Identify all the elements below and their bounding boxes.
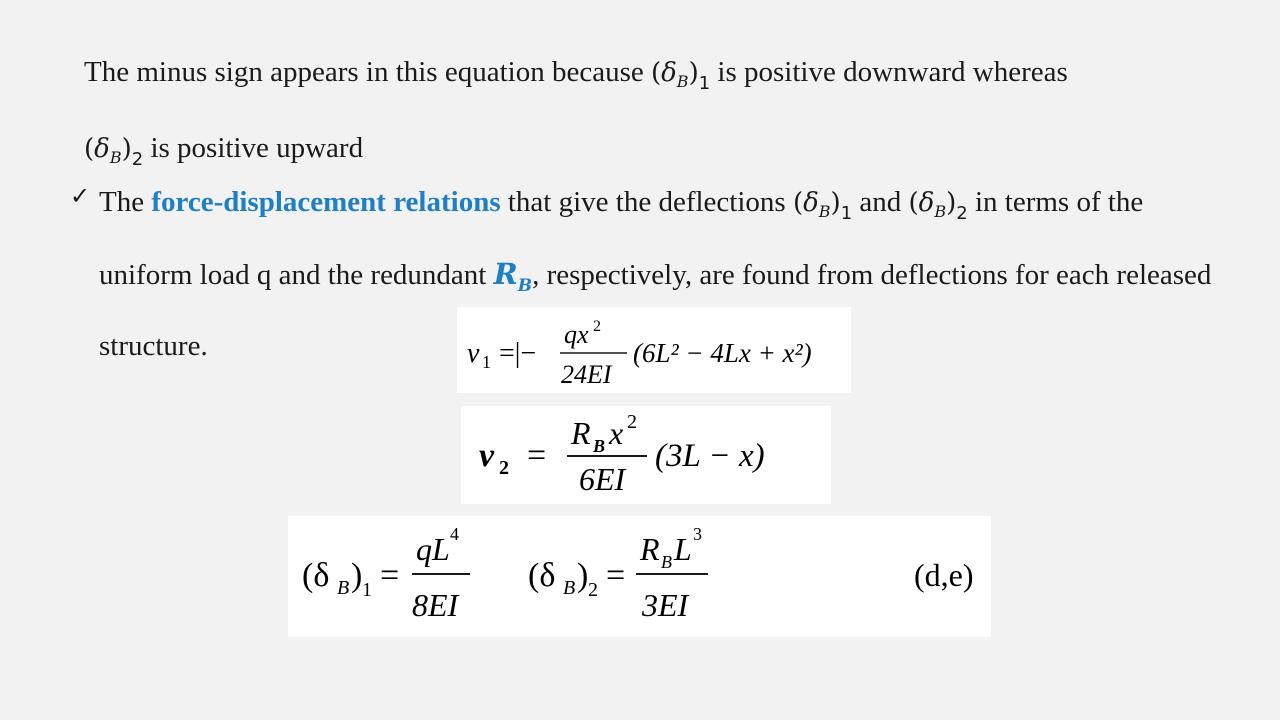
eq1-lhs: v — [467, 338, 480, 369]
eq3b-numerator: R — [640, 531, 660, 567]
math-delta-b-2: $(\delta_B)_2$ — [908, 188, 968, 224]
eq3a-index: 1 — [362, 579, 372, 601]
eq3b-num-sup: 3 — [693, 524, 702, 544]
redundant-rb: $R_B$ — [493, 257, 533, 296]
eq2-numerator: R — [571, 415, 591, 451]
eq3b-delta: (δ — [528, 557, 556, 594]
eq1-lhs-sub: 1 — [482, 352, 491, 372]
bullet-text: The force-displacement relations that give the deflections $(\delta_B)_1$ and $(\delta_B)_2$ in terms of the uniform load q and the redundant $R_B$, respectively, are found from deflections for each released structure. — [99, 186, 1212, 362]
checkmark-icon: ✓ — [70, 182, 91, 210]
eq2-denominator: 6EI — [579, 461, 626, 497]
eq2-equals: = — [527, 437, 547, 474]
equation-v1 — [457, 307, 851, 393]
eq2-num-sub: B — [593, 436, 606, 456]
math-delta-b-1: $(\delta_B)_1$ — [650, 58, 711, 94]
eq1-rhs: (6L² − 4Lx + x²) — [633, 338, 812, 368]
paragraph-minus-sign — [84, 40, 1234, 192]
eq3a-numerator: qL — [416, 531, 450, 567]
eq3b-sub-b: B — [563, 577, 576, 599]
eq3-tag: (d,e) — [914, 557, 974, 593]
eq1-denominator: 24EI — [561, 360, 612, 389]
text-segment: The minus sign appears in this equation because — [84, 56, 651, 88]
eq2-rhs: (3L − x) — [655, 438, 765, 474]
eq3b-denominator: 3EI — [642, 587, 689, 623]
eq2-num-x: x — [609, 415, 624, 451]
eq3b-equals: = — [606, 557, 626, 594]
eq3a-delta: (δ — [302, 557, 330, 594]
eq3b-num-l: L — [674, 531, 692, 567]
math-delta-b-2: $(\delta_B)_2$ — [84, 134, 144, 170]
eq3b-num-sub: B — [661, 552, 672, 572]
eq2-lhs: v — [479, 437, 495, 474]
eq1-numerator: qx — [564, 320, 589, 349]
highlight-phrase: force-displacement relations — [151, 186, 501, 218]
equation-deflections — [288, 516, 991, 637]
eq1-equals: =|− — [499, 338, 537, 369]
text-segment: is positive upward — [143, 132, 364, 164]
eq2-lhs-sub: 2 — [499, 457, 509, 479]
text-segment: is positive downward whereas — [710, 56, 1068, 88]
eq2-num-sup: 2 — [627, 411, 637, 433]
eq3a-sub-b: B — [337, 577, 350, 599]
eq3b-index: 2 — [588, 579, 598, 601]
eq1-num-sup: 2 — [593, 318, 601, 335]
eq3b-paren: ) — [577, 557, 589, 594]
eq3a-num-sup: 4 — [450, 524, 459, 544]
eq3a-denominator: 8EI — [412, 587, 459, 623]
equation-v2 — [461, 406, 831, 504]
eq3a-paren: ) — [351, 557, 363, 594]
math-delta-b-1: $(\delta_B)_1$ — [792, 188, 853, 224]
eq3a-equals: = — [380, 557, 400, 594]
